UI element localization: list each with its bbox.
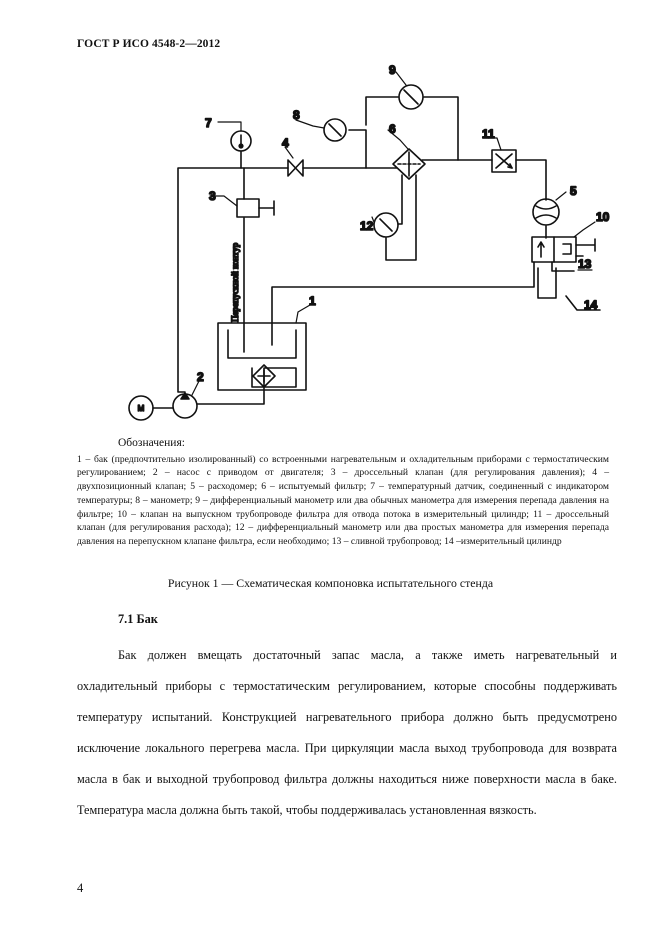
page-number: 4 [77, 881, 84, 895]
motor-letter: M [137, 404, 145, 413]
diagram-labels [197, 63, 610, 384]
label-1: 1 [309, 294, 316, 308]
label-10: 10 [596, 210, 610, 224]
pump-to-filter-pipe [197, 368, 296, 404]
body-paragraph: Бак должен вмещать достаточный запас масла, а также иметь нагревательный и охладительный приборы с термостатическим регулированием, которые способны поддерживать температуру испытаний. Конструкцией нагревательного прибора должно быть предусмотрено исключение локального перегрева масла. При циркуляции масла выход трубопровода для возврата масла в бак и выходной трубопровод фильтра должны находиться ниже поверхности масла в баке. Температура масла должна быть такой, чтобы поддерживалась установленная вязкость. [77, 648, 617, 817]
label-5: 5 [570, 184, 577, 198]
flowmeter-5 [533, 199, 559, 225]
label-6: 6 [389, 122, 396, 136]
tank-inner [228, 330, 296, 358]
legend [77, 437, 609, 549]
gauge-8-line [349, 130, 366, 168]
document-header: ГОСТ Р ИСО 4548-2—2012 [77, 38, 221, 50]
label-2: 2 [197, 370, 204, 384]
label-12: 12 [360, 219, 374, 233]
filter-to-flowmeter-pipe [422, 160, 546, 200]
test-stand-diagram [0, 0, 661, 440]
gauge-12-lines [386, 175, 416, 260]
label-8: 8 [293, 108, 300, 122]
two-position-valve-4 [288, 160, 303, 176]
valve-10-actuator [576, 239, 595, 256]
section-heading: 7.1 Бак [118, 612, 158, 626]
label-9: 9 [389, 63, 396, 77]
label-4: 4 [282, 136, 289, 150]
label-7: 7 [205, 116, 212, 130]
label-13: 13 [578, 257, 592, 271]
label-14: 14 [584, 298, 598, 312]
throttle-valve-3 [237, 199, 259, 217]
valve-3-actuator [259, 201, 274, 215]
legend-text: 1 – бак (предпочтительно изолированный) со встроенными нагревательным и охладительным приборами с термостатическим регулированием; 2 – насос с приводом от двигателя; 3 – дроссельный клапан (для регулирования давления); 4 – двухпозиционный клапан; 5 – расходомер; 6 – испытуемый фильтр; 7 – температурный датчик, соединенный с индикатором температуры; 8 – манометр; 9 – дифференциальный манометр или два обычных манометра для измерения перепада давления на фильтре; 10 – клапан на выпускном трубопроводе фильтра для отвода потока в измерительный цилиндр; 11 – дроссельный клапан (для регулирования расхода); 12 – дифференциальный манометр или два простых манометра для измерения перепада давления на перепускном клапане фильтра, если необходимо; 13 – сливной трубопровод; 14 –измерительный цилиндр [77, 453, 609, 547]
gauge-9-lines [366, 97, 458, 160]
label-11: 11 [482, 127, 495, 141]
label-3: 3 [209, 189, 216, 203]
tank-outer [218, 323, 306, 390]
measuring-cylinder-14 [538, 268, 556, 298]
figure-caption: Рисунок 1 — Схематическая компоновка испытательного стенда [167, 576, 494, 590]
bypass-label: Перепускной контур [230, 242, 240, 322]
legend-title: Обозначения: [118, 437, 185, 449]
